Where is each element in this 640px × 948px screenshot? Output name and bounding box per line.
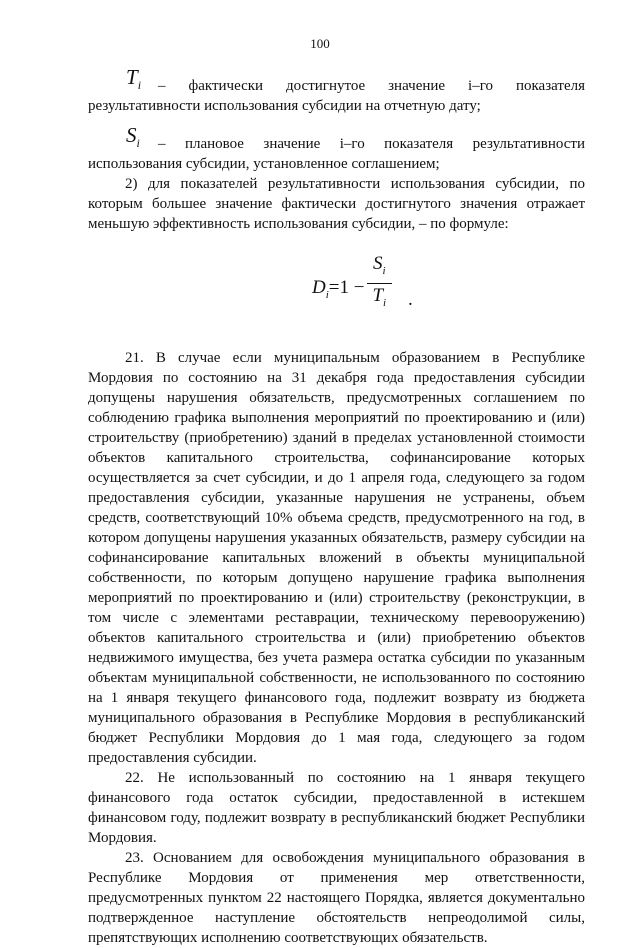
- symbol-t: $T_i$: [126, 65, 142, 93]
- definition-t-first-line: – фактически достигнутое значение i–го показателя: [158, 78, 585, 95]
- formula-numerator: $S_i$: [367, 254, 392, 284]
- document-body: [88, 66, 585, 948]
- formula-denominator: $T_i$: [372, 285, 387, 309]
- formula-fraction: [367, 254, 392, 313]
- formula: [88, 254, 585, 326]
- definition-s-rest: использования субсидии, установленное соглашением;: [88, 156, 440, 173]
- formula-lhs: $D_i=1$ −: [312, 277, 365, 302]
- paragraph-22: 22. Не использованный по состоянию на 1 января текущего финансового года остаток субсидии, предоставленной в истекшем финансовом году, подлежит возврату в республиканский бюджет Республики Мордовия.: [88, 770, 585, 847]
- paragraph-23: 23. Основанием для освобождения муниципального образования в Республике Мордовия от применения мер ответственности, предусмотренных пунктом 22 настоящего Порядка, является документально подтвержденное наступление обстоятельств непреодолимой силы, препятствующих исполнению соответствующих обязательств.: [88, 850, 585, 947]
- definition-t-rest: результативности использования субсидии на отчетную дату;: [88, 98, 481, 115]
- paragraph-21: 21. В случае если муниципальным образованием в Республике Мордовия по состоянию на 31 декабря года предоставления субсидии допущены нарушения обязательств, предусмотренных соглашением по соблюдению графика выполнения мероприятий по проектированию и (или) строительству (приобретению) зданий в пределах установленной стоимости объектов капитального строительства, софинансирование которых осуществляется за счет субсидии, и до 1 апреля года, следующего за годом предоставления субсидии, указанные нарушения не устранены, объем средств, соответствующий 10% объема средств, предусмотренного на год, в котором допущены нарушения указанных обязательств, размеру субсидии на софинансирование капитальных вложений в объекты муниципальной собственности, по которым допущено нарушение графика выполнения мероприятий по проектированию и (или) строительству (реконструкции, в том числе с элементами реставрации, техническому перевооружению) объектов капитального строительства и (или) приобретению объектов недвижимого имущества, без учета размера остатка субсидии по указанным объектам муниципальной собственности, не использованного по состоянию на 1 января текущего финансового года, подлежит возврату из бюджета муниципального образования в Республике Мордовия в республиканский бюджет Республики Мордовия до 1 мая года, следующего за годом предоставления субсидии.: [88, 350, 585, 767]
- definition-s: [88, 124, 585, 174]
- symbol-s: $S_i$: [126, 123, 140, 151]
- item-2-text: 2) для показателей результативности использования субсидии, по которым большее значение фактически достигнутого значения отражает меньшую эффективность использования субсидии, – по формуле:: [88, 176, 585, 233]
- formula-end: .: [408, 289, 413, 311]
- definition-s-first-line: – плановое значение i–го показателя результативности: [158, 136, 585, 153]
- page-number: 100: [310, 36, 330, 51]
- definition-t: [88, 66, 585, 116]
